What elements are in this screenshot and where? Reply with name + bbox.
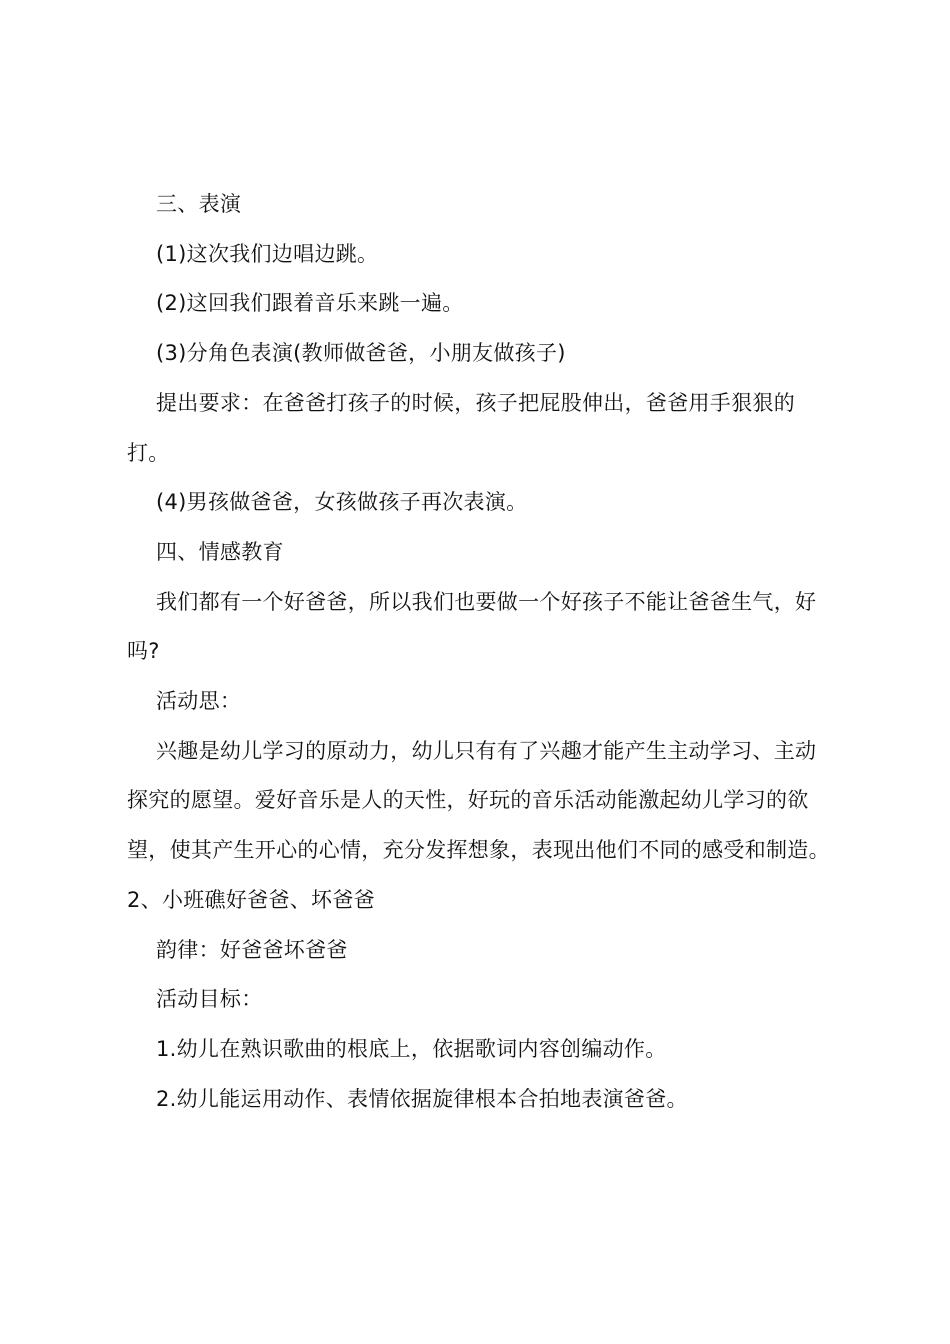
step-4-paragraph: (4)男孩做爸爸，女孩做孩子再次表演。 [156, 490, 528, 515]
section-3-heading: 三、表演 [156, 192, 242, 216]
step-1-paragraph: (1)这次我们边唱边跳。 [156, 241, 379, 266]
section-4-heading: 四、情感教育 [156, 539, 284, 564]
step-3-paragraph: (3)分角色表演(教师做爸爸，小朋友做孩子) [156, 341, 566, 366]
reflection-paragraph: 兴趣是幼儿学习的原动力，幼儿只有有了兴趣才能产生主动学习、主动探究的愿望。爱好音乐是人的天性，好玩的音乐活动能激起幼儿学习的欲望，使其产生开心的心情，充分发挥想象，表现出他们不同的感受和制造。 [127, 738, 830, 863]
goal-1-paragraph: 1.幼儿在熟识歌曲的根底上，依据歌词内容创编动作。 [156, 1036, 667, 1061]
document-page [127, 180, 833, 1124]
lesson-2-title: 2、小班礁好爸爸、坏爸爸 [127, 887, 375, 912]
goal-2-paragraph: 2.幼儿能运用动作、表情依据旋律根本合拍地表演爸爸。 [156, 1086, 688, 1111]
rhythm-paragraph: 韵律：好爸爸坏爸爸 [156, 937, 348, 962]
step-2-paragraph: (2)这回我们跟着音乐来跳一遍。 [156, 291, 464, 316]
reflection-label: 活动思： [156, 689, 242, 714]
goals-label: 活动目标： [156, 987, 263, 1012]
emotion-paragraph: 我们都有一个好爸爸，所以我们也要做一个好孩子不能让爸爸生气，好吗? [127, 589, 817, 664]
requirement-paragraph: 提出要求：在爸爸打孩子的时候，孩子把屁股伸出，爸爸用手狠狠的打。 [127, 390, 795, 465]
